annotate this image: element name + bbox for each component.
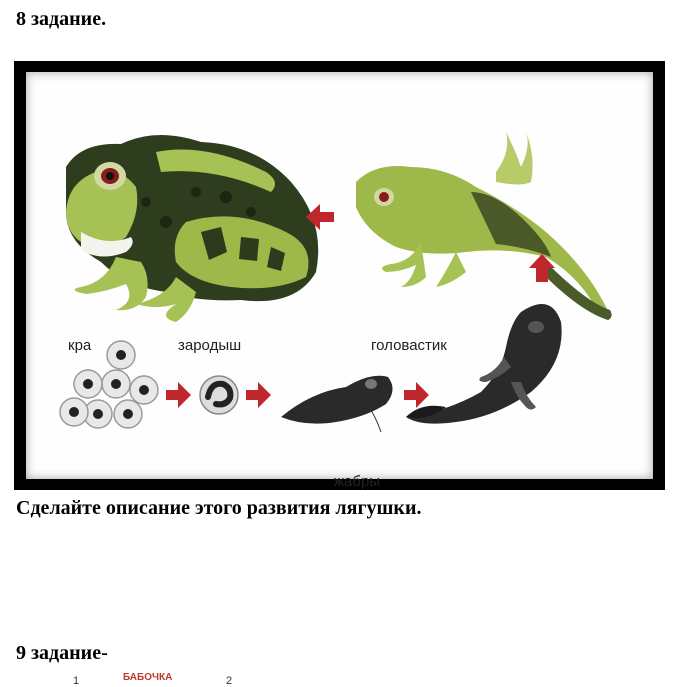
frog-lifecycle-illustration [26,72,653,490]
label-gills: жабры [334,473,381,490]
label-tadpole: головастик [371,337,447,354]
arrow-larva-tadpole [404,382,429,408]
embryo [200,376,238,414]
arrow-eggs-embryo [166,382,191,408]
task-9-heading: 9 задание- [16,642,108,664]
froglet [356,132,612,320]
adult-frog [66,135,318,322]
figure-canvas [26,72,653,490]
task-9-number-1: 1 [73,675,80,687]
task-8-heading: 8 задание. [16,8,107,30]
task-9-figure-title: БАБОЧКА [123,672,173,683]
frog-lifecycle-figure [14,61,665,490]
early-tadpole [281,376,393,432]
task-9-figure-preview [60,672,260,685]
label-embryo: зародыш [178,337,242,354]
frog-eggs [60,341,158,428]
label-eggs: кра [68,337,92,354]
task-8-question: Сделайте описание этого развития лягушки. [16,497,422,519]
tadpole-with-legs [406,304,562,424]
arrow-embryo-larva [246,382,271,408]
task-9-number-2: 2 [226,675,233,687]
